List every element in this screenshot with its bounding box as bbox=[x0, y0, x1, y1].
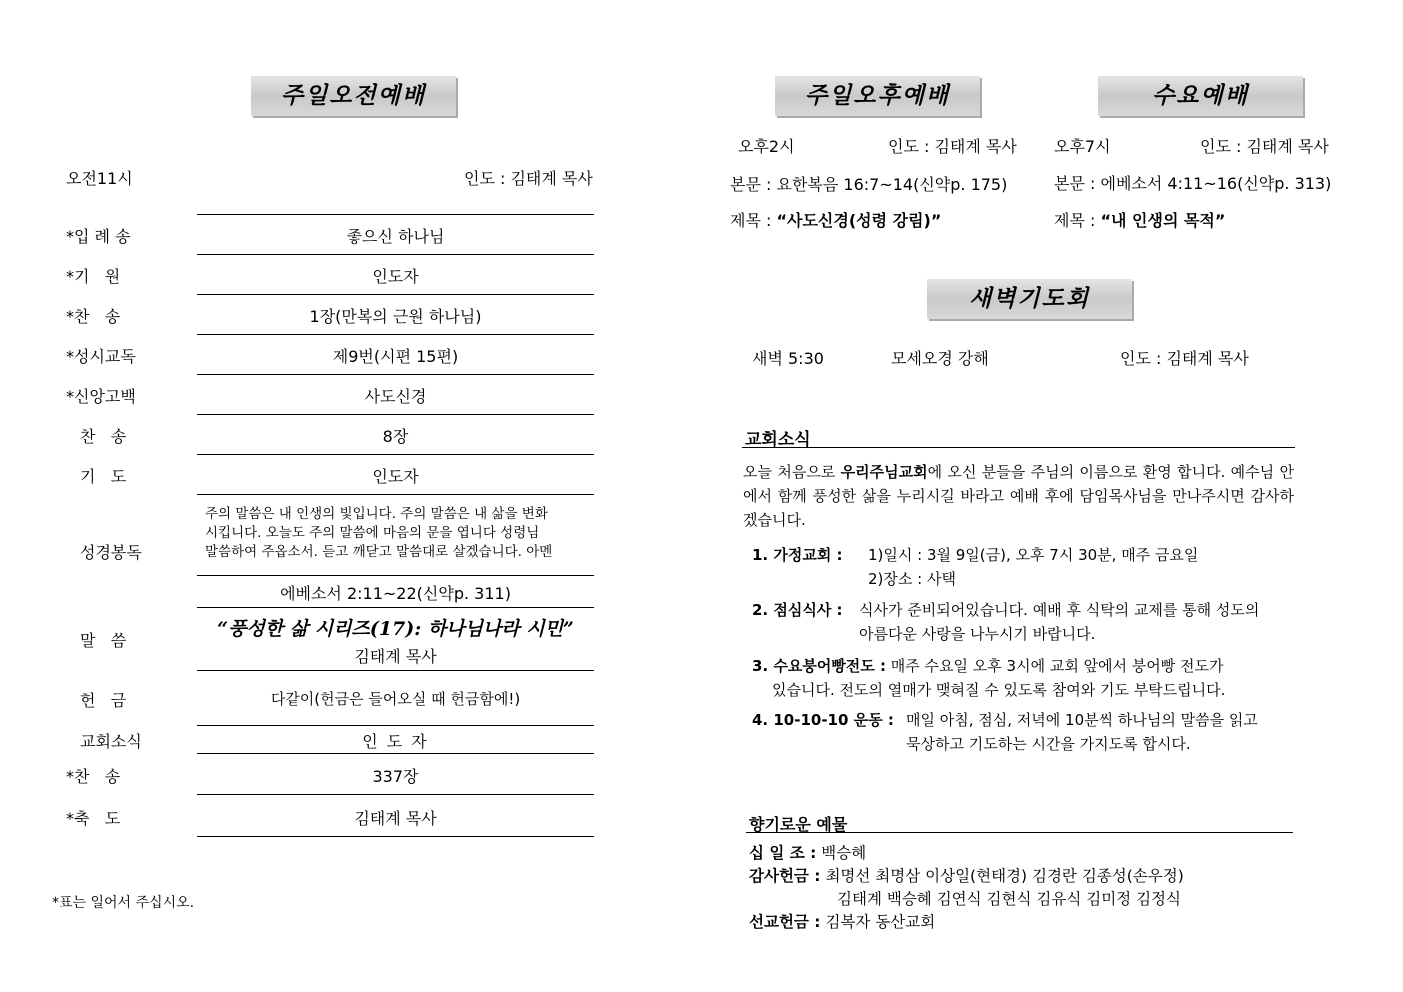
wednesday-text-row bbox=[1054, 171, 1331, 194]
divider bbox=[197, 454, 594, 455]
news-item bbox=[752, 598, 843, 622]
divider bbox=[197, 836, 594, 837]
prayer-line: 주의 말씀은 내 인생의 빛입니다. 주의 말씀은 내 삶을 변화 bbox=[205, 506, 548, 522]
church-news-title: 교회소식 bbox=[745, 430, 811, 450]
wednesday-title-label: 제목 : bbox=[1054, 211, 1096, 230]
news-item bbox=[752, 543, 843, 567]
order-label: *찬 송 bbox=[66, 307, 121, 326]
mission-label: 선교헌금 : bbox=[749, 913, 821, 931]
intro-post: 에 오신 분들을 주님의 이름으로 환영 합니다. 예수님 안에서 함께 풍성한 삶을 누리시길 바라고 예배 후에 담임목사님을 만나주시면 감사하겠습니다. bbox=[743, 463, 1294, 529]
tithe-row bbox=[749, 842, 1184, 865]
order-label: 찬 송 bbox=[80, 427, 127, 446]
news-item-line: 매주 수요일 오후 3시에 교회 앞에서 붕어빵 전도가 bbox=[890, 657, 1224, 675]
order-value: 좋으신 하나님 bbox=[346, 227, 445, 246]
order-value: 사도신경 bbox=[364, 387, 427, 406]
order-label: *성시교독 bbox=[66, 347, 136, 366]
order-label: *기 원 bbox=[66, 267, 121, 286]
dawn-desc: 모세오경 강해 bbox=[891, 349, 989, 368]
news-item bbox=[752, 708, 894, 732]
tithe-names: 백승혜 bbox=[821, 844, 867, 862]
news-item-body bbox=[868, 543, 1198, 591]
divider bbox=[197, 254, 594, 255]
wednesday-text-label: 본문 : bbox=[1054, 174, 1096, 193]
divider bbox=[197, 494, 594, 495]
afternoon-text: 요한복음 16:7~14(신약p. 175) bbox=[776, 175, 1008, 194]
news-item bbox=[752, 654, 1224, 678]
divider bbox=[742, 447, 1295, 448]
news-item-head: 1. 가정교회 : bbox=[752, 546, 843, 564]
divider bbox=[197, 670, 594, 671]
news-item-line: 1)일시 : 3월 9일(금), 오후 7시 30분, 매주 금요일 bbox=[868, 546, 1199, 564]
order-value: 1장(만복의 근원 하나님) bbox=[309, 307, 482, 326]
afternoon-leader: 인도 : 김태계 목사 bbox=[888, 137, 1017, 156]
scripture-label: 성경봉독 bbox=[80, 543, 142, 562]
order-value: 8장 bbox=[382, 427, 409, 446]
order-value: 제9번(시편 15편) bbox=[332, 347, 459, 366]
sermon-preacher: 김태계 목사 bbox=[354, 647, 437, 666]
thanks-names: 최명선 최명삼 이상일(현태경) 김경란 김종성(손우정) bbox=[825, 867, 1184, 885]
prayer-line: 시킵니다. 오늘도 주의 말씀에 마음의 문을 엽니다 성령님 bbox=[205, 525, 540, 541]
blessing-value: 김태계 목사 bbox=[354, 809, 437, 828]
divider bbox=[197, 794, 594, 795]
scripture-passage: 에베소서 2:11~22(신약p. 311) bbox=[280, 584, 511, 603]
thanks-label: 감사헌금 : bbox=[749, 867, 821, 885]
divider bbox=[197, 575, 594, 576]
wednesday-title-row bbox=[1054, 208, 1225, 231]
order-label: *입 례 송 bbox=[66, 227, 131, 246]
order-value: 인도자 bbox=[372, 467, 419, 486]
offerings-list bbox=[749, 842, 1184, 934]
news-item-line: 매일 아침, 점심, 저녁에 10분씩 하나님의 말씀을 읽고 bbox=[906, 711, 1258, 729]
thanks-names: 김태계 백승혜 김연식 김현식 김유식 김미정 김정식 bbox=[837, 890, 1181, 908]
morning-time: 오전11시 bbox=[66, 169, 133, 188]
news-item-head: 3. 수요붕어빵전도 : bbox=[752, 657, 887, 675]
dawn-time: 새벽 5:30 bbox=[752, 349, 824, 368]
divider bbox=[197, 374, 594, 375]
tithe-label: 십 일 조 : bbox=[749, 844, 817, 862]
afternoon-title-label: 제목 : bbox=[730, 211, 772, 230]
divider bbox=[197, 214, 594, 215]
sermon-title: “풍성한 삶 시리즈(17): 하나님나라 시민” bbox=[217, 618, 574, 640]
divider bbox=[197, 725, 594, 726]
divider bbox=[197, 753, 594, 754]
thanks-row-2 bbox=[749, 888, 1184, 911]
offerings-title: 향기로운 예물 bbox=[749, 815, 848, 834]
news-item-head: 2. 점심식사 : bbox=[752, 601, 843, 619]
afternoon-title-row bbox=[730, 208, 941, 231]
wednesday-text: 에베소서 4:11~16(신약p. 313) bbox=[1100, 174, 1332, 193]
divider bbox=[197, 607, 594, 608]
divider bbox=[197, 334, 594, 335]
hymn-label: *찬 송 bbox=[66, 767, 121, 786]
scripture-prayer bbox=[205, 505, 590, 562]
news-item-line: 묵상하고 기도하는 시간을 가지도록 합시다. bbox=[906, 735, 1191, 753]
thanks-row bbox=[749, 865, 1184, 888]
afternoon-text-label: 본문 : bbox=[730, 175, 772, 194]
news-item-head: 4. 10-10-10 운동 : bbox=[752, 711, 894, 729]
morning-service-banner: 주일오전예배 bbox=[251, 76, 456, 116]
afternoon-title: “사도신경(성령 강림)” bbox=[776, 211, 942, 230]
wednesday-leader: 인도 : 김태계 목사 bbox=[1200, 137, 1329, 156]
standing-note: *표는 일어서 주십시오. bbox=[52, 895, 195, 911]
hymn-value: 337장 bbox=[372, 767, 419, 786]
order-label: 기 도 bbox=[80, 467, 127, 486]
offering-label: 헌 금 bbox=[80, 691, 127, 710]
dawn-leader: 인도 : 김태계 목사 bbox=[1120, 349, 1249, 368]
morning-leader: 인도 : 김태계 목사 bbox=[464, 169, 593, 188]
divider bbox=[197, 414, 594, 415]
afternoon-service-banner: 주일오후예배 bbox=[775, 76, 980, 116]
news-item-body bbox=[906, 708, 1258, 756]
dawn-prayer-banner: 새벽기도회 bbox=[927, 279, 1132, 319]
sermon-label: 말 씀 bbox=[80, 631, 127, 650]
prayer-line: 말씀하여 주옵소서. 듣고 깨닫고 말씀대로 살겠습니다. 아멘 bbox=[205, 544, 553, 560]
order-value: 인도자 bbox=[372, 267, 419, 286]
news-label: 교회소식 bbox=[80, 732, 142, 751]
order-label: *신앙고백 bbox=[66, 387, 136, 406]
blessing-label: *축 도 bbox=[66, 809, 121, 828]
intro-pre: 오늘 처음으로 bbox=[743, 463, 841, 481]
offering-value: 다같이(헌금은 들어오실 때 헌금함에!) bbox=[270, 690, 521, 708]
mission-row bbox=[749, 911, 1184, 934]
afternoon-text-row bbox=[730, 172, 1007, 195]
news-item-line: 식사가 준비되어있습니다. 예배 후 식탁의 교제를 통해 성도의 bbox=[859, 601, 1260, 619]
divider bbox=[197, 294, 594, 295]
divider bbox=[746, 832, 1293, 833]
wednesday-service-banner: 수요예배 bbox=[1098, 76, 1303, 116]
news-value: 인 도 자 bbox=[362, 732, 429, 751]
church-name: 우리주님교회 bbox=[840, 463, 928, 481]
wednesday-title: “내 인생의 목적” bbox=[1100, 211, 1226, 230]
news-item-line: 있습니다. 전도의 열매가 맺혀질 수 있도록 참여와 기도 부탁드립니다. bbox=[772, 681, 1226, 699]
news-item-body bbox=[772, 678, 1225, 702]
afternoon-time: 오후2시 bbox=[738, 137, 795, 156]
news-item-line: 2)장소 : 사택 bbox=[868, 570, 956, 588]
church-news-intro bbox=[743, 460, 1294, 532]
wednesday-time: 오후7시 bbox=[1054, 137, 1111, 156]
news-item-body bbox=[859, 598, 1259, 646]
news-item-line: 아름다운 사랑을 나누시기 바랍니다. bbox=[859, 625, 1096, 643]
mission-names: 김복자 동산교회 bbox=[825, 913, 936, 931]
